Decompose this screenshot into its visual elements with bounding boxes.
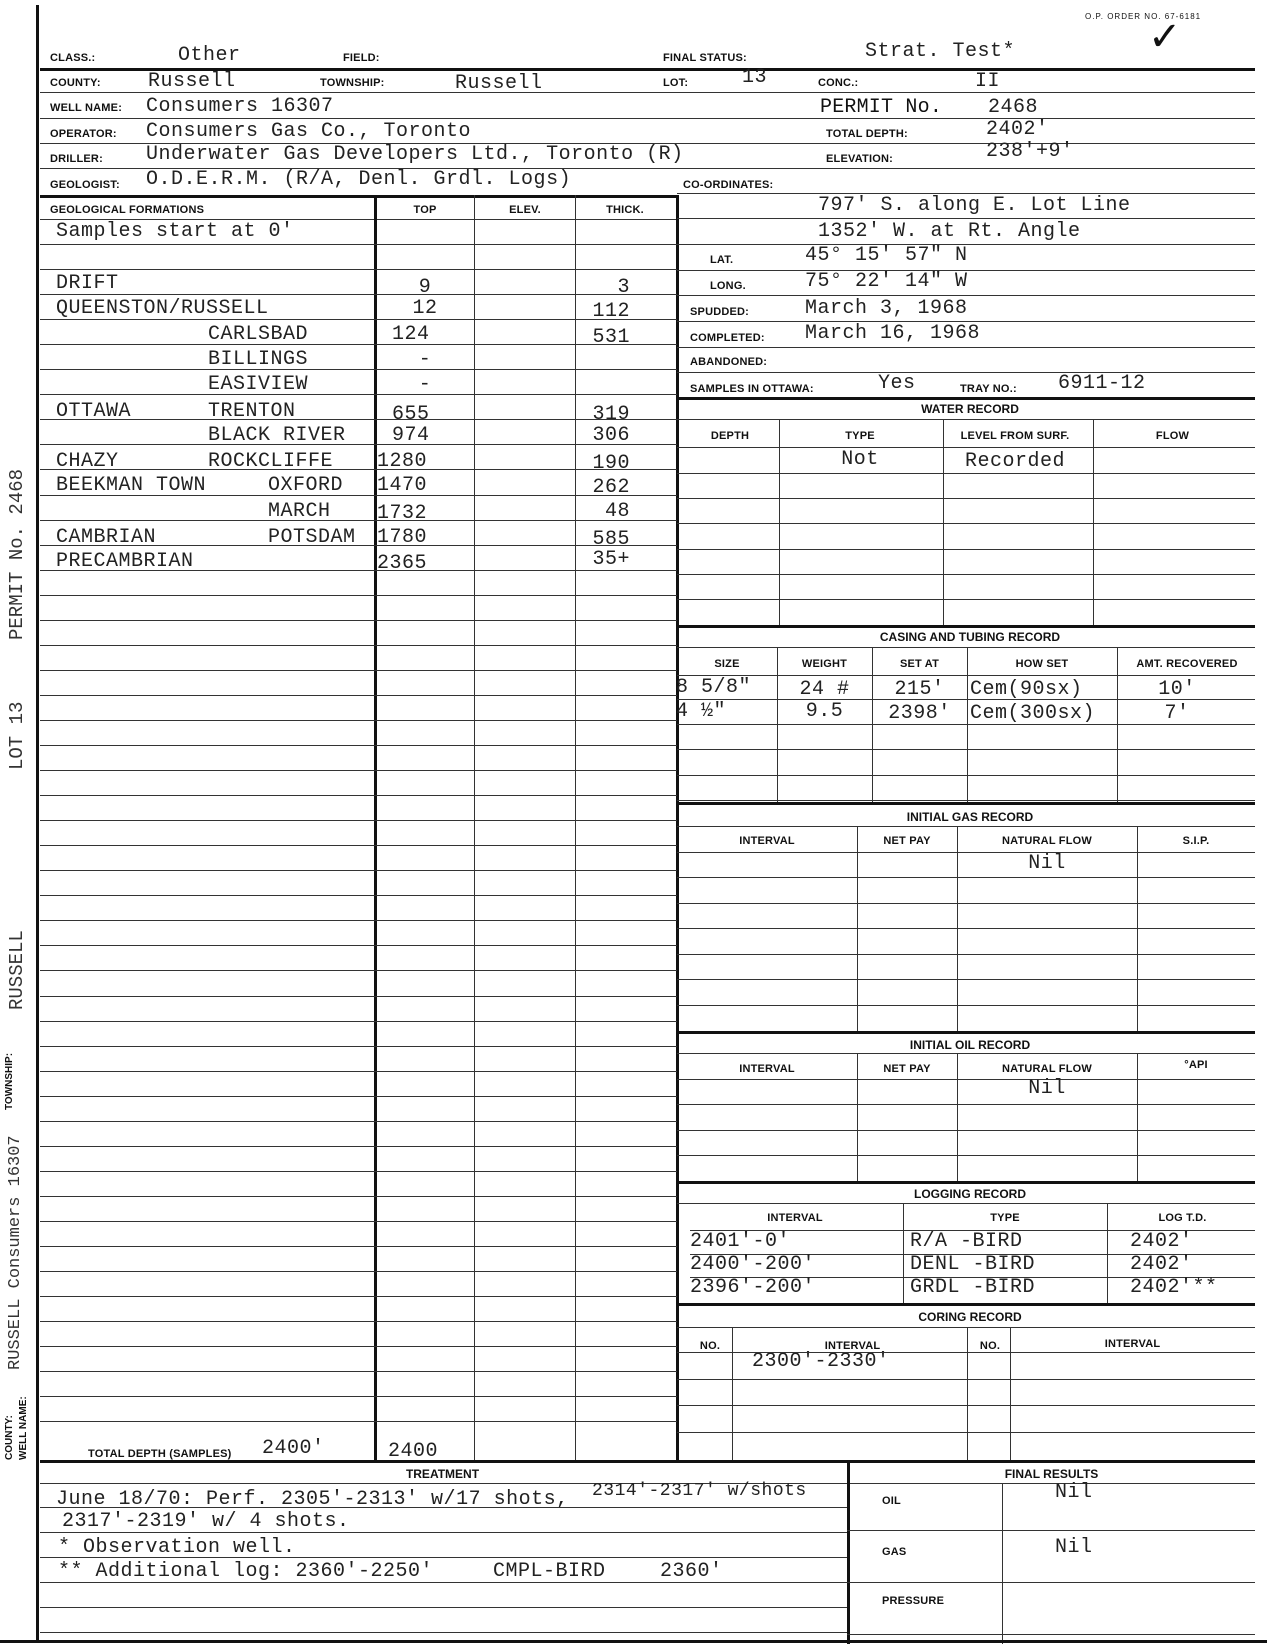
form-rule-line [677, 599, 1255, 600]
township-label: TOWNSHIP: [320, 77, 385, 89]
treatment-line3: * Observation well. [58, 1536, 296, 1559]
form-rule-line [677, 574, 1255, 575]
gas-natural-flow-value: Nil [1028, 852, 1066, 875]
gas-interval-header: INTERVAL [739, 835, 795, 847]
form-rule-line [40, 1021, 677, 1022]
field-label: FIELD: [343, 52, 380, 64]
treatment-line1b: 2314'-2317' w/shots [592, 1481, 807, 1501]
form-rule-line [40, 495, 677, 496]
form-rule-line [40, 770, 677, 771]
form-rule-line [677, 1405, 1255, 1406]
form-rule-line [677, 724, 1255, 725]
well-name-value: Consumers 16307 [146, 95, 334, 118]
form-rule-line [40, 895, 677, 896]
water-flow-header: FLOW [1155, 430, 1190, 442]
water-level-value: Recorded [964, 450, 1065, 473]
gas-result-label: GAS [882, 1546, 907, 1558]
geologist-label: GEOLOGIST: [50, 179, 120, 191]
form-rule-line [40, 1346, 677, 1347]
logging-interval-header: INTERVAL [767, 1212, 823, 1224]
form-rule-line [847, 1530, 1255, 1531]
form-rule-line [40, 269, 677, 270]
form-rule-line [40, 294, 677, 295]
form-rule-line [40, 369, 677, 370]
casing-size-header: SIZE [714, 658, 740, 670]
lat-value: 45° 15' 57" N [805, 244, 968, 267]
form-rule-line [40, 1321, 677, 1322]
form-rule-line [677, 1104, 1255, 1105]
logging-td-header: LOG T.D. [1158, 1212, 1207, 1224]
lot-label: LOT: [663, 77, 689, 89]
form-rule-line [677, 549, 1255, 550]
sidebar-permit: PERMIT No. 2468 [6, 468, 28, 640]
samples-label: SAMPLES IN OTTAWA: [690, 383, 814, 395]
form-rule-line [40, 595, 677, 596]
form-rule-line [40, 1371, 677, 1372]
form-rule-line [677, 1155, 1255, 1156]
tray-value: 6911-12 [1058, 372, 1146, 395]
form-rule-line [40, 920, 677, 921]
form-rule-line [40, 1557, 847, 1558]
form-rule-line [40, 1046, 677, 1047]
oil-result-label: OIL [882, 1495, 901, 1507]
coring-interval2-header: INTERVAL [1104, 1338, 1161, 1350]
county-label: COUNTY: [50, 77, 101, 89]
class-label: CLASS.: [50, 52, 96, 64]
formations-header: GEOLOGICAL FORMATIONS [50, 204, 205, 216]
form-rule-line [40, 970, 677, 971]
completed-label: COMPLETED: [690, 332, 765, 344]
form-rule-line [40, 820, 677, 821]
form-rule-line [40, 1171, 677, 1172]
coord-line1: 797' S. along E. Lot Line [818, 194, 1131, 217]
thick-header: THICK. [606, 204, 644, 216]
form-rule-line [847, 1582, 1255, 1583]
coring-no2-header: NO. [979, 1340, 1001, 1352]
water-depth-header: DEPTH [710, 430, 750, 442]
form-rule-line [677, 903, 1255, 904]
form-rule-line [40, 1582, 847, 1583]
logging-type-header: TYPE [990, 1212, 1020, 1224]
form-rule-line [40, 1096, 677, 1097]
tray-label: TRAY NO.: [960, 383, 1017, 395]
form-rule-line [40, 695, 677, 696]
form-rule-line [677, 699, 1255, 700]
form-rule-line [677, 877, 1255, 878]
samples-value: Yes [878, 372, 916, 395]
form-rule-line [677, 498, 1255, 499]
form-rule-line [40, 419, 677, 420]
form-rule-line [40, 1271, 677, 1272]
form-rule-line [40, 1196, 677, 1197]
form-rule-line [40, 1296, 677, 1297]
casing-set-at-header: SET AT [899, 658, 940, 670]
form-rule-line [677, 1005, 1255, 1006]
left-border [36, 5, 39, 1640]
order-no: O.P. ORDER NO. 67-6181 [1085, 12, 1202, 21]
elevation-label: ELEVATION: [826, 153, 893, 165]
form-rule-line [40, 1532, 847, 1533]
form-rule-line [40, 1507, 847, 1508]
form-rule-line [40, 1632, 847, 1633]
form-rule-line [40, 570, 677, 571]
form-rule-line [40, 945, 677, 946]
form-rule-line [40, 244, 677, 245]
township-value: Russell [455, 72, 543, 95]
form-rule-line [40, 996, 677, 997]
final-results-title: FINAL RESULTS [1004, 1467, 1099, 1481]
sidebar-county-label: COUNTY: [4, 1415, 15, 1460]
driller-value: Underwater Gas Developers Ltd., Toronto (R) [146, 143, 684, 166]
coring-interval-header: INTERVAL [824, 1340, 881, 1352]
form-rule-line [40, 1121, 677, 1122]
operator-label: OPERATOR: [50, 128, 117, 140]
spudded-value: March 3, 1968 [805, 297, 968, 320]
class-value: Other [178, 44, 241, 67]
logging-record-title: LOGGING RECORD [913, 1187, 1026, 1201]
form-rule-line [40, 344, 677, 345]
long-label: LONG. [710, 280, 746, 292]
coring-no-header: NO. [699, 1340, 721, 1352]
oil-result-value: Nil [1055, 1481, 1093, 1504]
sidebar-lot: LOT 13 [6, 701, 28, 770]
form-rule-line [40, 1246, 677, 1247]
gas-result-value: Nil [1055, 1536, 1093, 1559]
treatment-line4a: ** Additional log: 2360'-2250' [58, 1560, 434, 1583]
form-rule-line [40, 545, 677, 546]
elevation-value: 238'+9' [986, 140, 1074, 163]
coordinates-label: CO-ORDINATES: [683, 179, 774, 191]
form-rule-line [40, 1221, 677, 1222]
well-name-label: WELL NAME: [50, 102, 123, 114]
oil-interval-header: INTERVAL [739, 1063, 795, 1075]
form-rule-line [40, 745, 677, 746]
form-rule-line [40, 1071, 677, 1072]
form-rule-line [677, 979, 1255, 980]
form-rule-line [677, 749, 1255, 750]
casing-weight-header: WEIGHT [801, 658, 848, 670]
form-rule-line [40, 720, 677, 721]
gas-sip-header: S.I.P. [1182, 835, 1210, 847]
lat-label: LAT. [710, 254, 734, 266]
form-rule-line [40, 444, 677, 445]
oil-net-pay-header: NET PAY [883, 1063, 931, 1075]
oil-natural-flow-header: NATURAL FLOW [1002, 1063, 1092, 1075]
gas-net-pay-header: NET PAY [883, 835, 931, 847]
form-rule-line [677, 775, 1255, 776]
treatment-title: TREATMENT [405, 1467, 480, 1481]
sidebar-well-name-label: WELL NAME: [18, 1396, 29, 1460]
gas-natural-flow-header: NATURAL FLOW [1002, 835, 1092, 847]
oil-natural-flow-value: Nil [1028, 1077, 1066, 1100]
sidebar-township-label: TOWNSHIP: [4, 1052, 15, 1110]
form-rule-line [40, 795, 677, 796]
coring-record-title: CORING RECORD [918, 1310, 1022, 1324]
spudded-label: SPUDDED: [690, 306, 750, 318]
pressure-label: PRESSURE [882, 1595, 945, 1607]
total-depth-value: 2402' [986, 118, 1049, 141]
check-mark-icon: ✓ [1148, 14, 1182, 60]
form-rule-line [677, 473, 1255, 474]
driller-label: DRILLER: [50, 153, 103, 165]
completed-value: March 16, 1968 [805, 322, 981, 345]
conc-label: CONC.: [818, 77, 859, 89]
form-rule-line [677, 800, 1255, 801]
treatment-line4c: 2360' [660, 1560, 723, 1583]
sidebar-well: RUSSELL Consumers 16307 [6, 1135, 25, 1370]
form-rule-line [40, 319, 677, 320]
county-value: Russell [148, 70, 236, 93]
water-level-header: LEVEL FROM SURF. [960, 430, 1070, 442]
long-value: 75° 22' 14" W [805, 270, 968, 293]
water-type-header: TYPE [845, 430, 875, 442]
form-rule-line [40, 870, 677, 871]
total-depth-samples-value: 2400' [262, 1437, 325, 1460]
treatment-line1: June 18/70: Perf. 2305'-2313' w/17 shots, [56, 1488, 569, 1511]
form-rule-line [40, 394, 677, 395]
form-rule-line [677, 954, 1255, 955]
lot-value: 13 [742, 66, 768, 89]
form-rule-line [40, 1146, 677, 1147]
abandoned-label: ABANDONED: [690, 356, 768, 368]
form-rule-line [677, 523, 1255, 524]
permit-label: PERMIT No. [820, 96, 943, 119]
water-record-title: WATER RECORD [921, 402, 1019, 416]
form-rule-line [40, 670, 677, 671]
elev-header: ELEV. [509, 204, 541, 216]
oil-record-title: INITIAL OIL RECORD [909, 1038, 1031, 1052]
geologist-value: O.D.E.R.M. (R/A, Denl. Grdl. Logs) [146, 168, 572, 191]
total-depth-samples-label: TOTAL DEPTH (SAMPLES) [88, 1448, 232, 1460]
final-status-value: Strat. Test* [865, 40, 1016, 63]
form-rule-line [677, 1432, 1255, 1433]
form-rule-line [40, 845, 677, 846]
form-rule-line [677, 928, 1255, 929]
gas-record-title: INITIAL GAS RECORD [906, 810, 1034, 824]
water-type-value: Not [841, 448, 879, 471]
conc-value: II [975, 70, 1001, 93]
treatment-line4b: CMPL-BIRD [493, 1560, 606, 1583]
form-rule-line [40, 469, 677, 470]
treatment-line2: 2317'-2319' w/ 4 shots. [62, 1510, 350, 1533]
sidebar-township: RUSSELL [6, 930, 28, 1010]
top-header: TOP [413, 204, 437, 216]
casing-how-set-header: HOW SET [1015, 658, 1069, 670]
form-rule-line [40, 645, 677, 646]
final-status-label: FINAL STATUS: [663, 52, 747, 64]
form-rule-line [677, 1379, 1255, 1380]
form-rule-line [40, 1421, 677, 1422]
oil-api-header: °API [1184, 1059, 1208, 1071]
form-rule-line [847, 1634, 1255, 1635]
casing-recovered-header: AMT. RECOVERED [1136, 658, 1238, 670]
samples-start: Samples start at 0' [56, 220, 294, 243]
casing-record-title: CASING AND TUBING RECORD [879, 630, 1061, 644]
operator-value: Consumers Gas Co., Toronto [146, 120, 472, 143]
coring-interval-value: 2300'-2330' [752, 1350, 890, 1373]
form-rule-line [677, 1130, 1255, 1131]
form-rule-line [40, 520, 677, 521]
form-rule-line [40, 1396, 677, 1397]
total-depth-top-value: 2400 [388, 1440, 439, 1463]
total-depth-label: TOTAL DEPTH: [826, 128, 908, 140]
coord-line2: 1352' W. at Rt. Angle [818, 220, 1081, 243]
form-rule-line [677, 1352, 1255, 1353]
permit-value: 2468 [988, 96, 1039, 119]
form-rule-line [40, 620, 677, 621]
form-rule-line [40, 1607, 847, 1608]
